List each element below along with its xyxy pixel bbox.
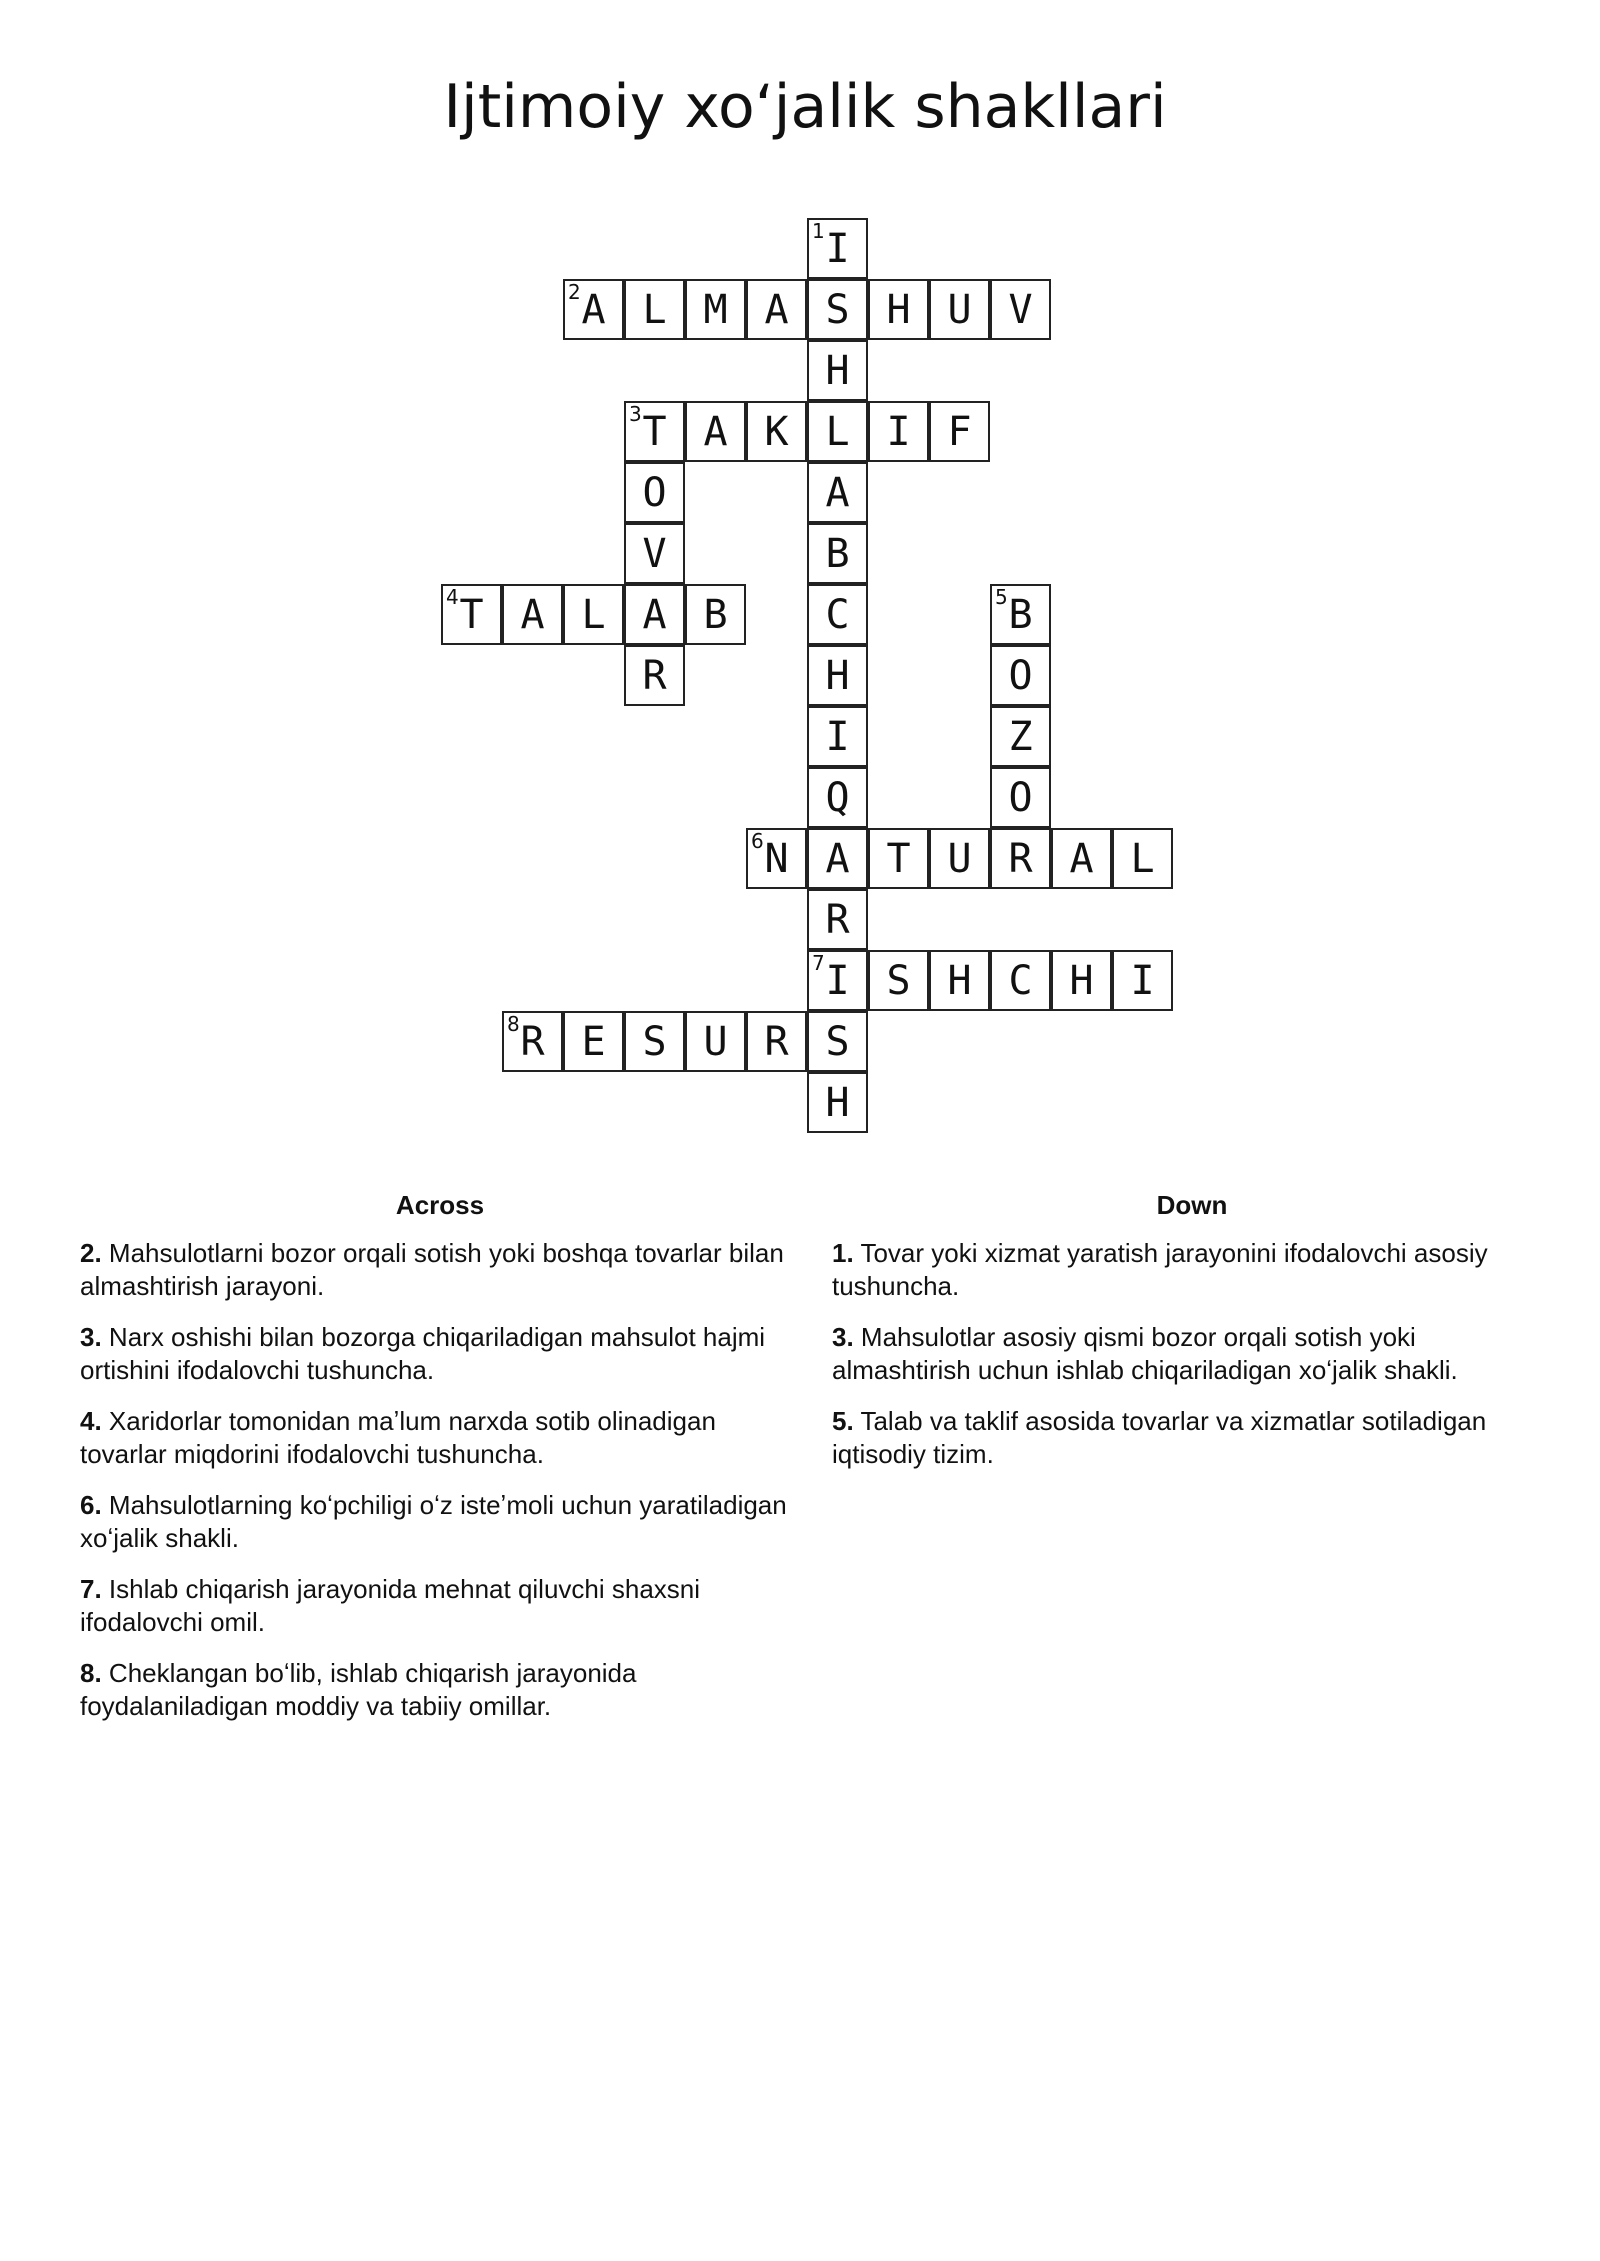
crossword-cell[interactable] — [624, 401, 685, 462]
crossword-cell[interactable] — [868, 828, 929, 889]
crossword-cell[interactable] — [624, 523, 685, 584]
clue-text: Mahsulotlarni bozor orqali sotish yoki boshqa tovarlar bilan almashtirish jarayoni. — [80, 1238, 784, 1301]
crossword-cell[interactable] — [807, 706, 868, 767]
crossword-cell[interactable] — [624, 584, 685, 645]
crossword-cell[interactable] — [1051, 950, 1112, 1011]
cell-letter: H — [825, 347, 850, 394]
down-clues — [832, 1190, 1552, 1489]
crossword-cell[interactable] — [624, 279, 685, 340]
clue-text: Narx oshishi bilan bozorga chiqariladigan mahsulot hajmi ortishini ifodalovchi tushuncha. — [80, 1322, 766, 1385]
crossword-cell[interactable] — [807, 1011, 868, 1072]
crossword-cell[interactable] — [746, 401, 807, 462]
clue-number: 1 — [812, 219, 825, 243]
cell-letter: C — [825, 591, 850, 638]
page-title: Ijtimoiy xoʻjalik shakllari — [443, 72, 1167, 142]
clue-num: 3. — [832, 1322, 854, 1352]
crossword-cell[interactable] — [746, 1011, 807, 1072]
crossword-cell[interactable] — [990, 767, 1051, 828]
crossword-cell[interactable] — [807, 889, 868, 950]
cell-letter: T — [886, 835, 911, 882]
clue-num: 8. — [80, 1658, 102, 1688]
cell-letter: B — [703, 591, 728, 638]
crossword-cell[interactable] — [807, 1072, 868, 1133]
crossword-cell[interactable] — [685, 584, 746, 645]
clue-number: 2 — [568, 280, 581, 304]
crossword-cell[interactable] — [1112, 828, 1173, 889]
crossword-cell[interactable] — [807, 340, 868, 401]
cell-letter: R — [642, 652, 667, 699]
across-heading: Across — [395, 1190, 485, 1220]
cell-letter: V — [642, 530, 667, 577]
cell-letter: S — [825, 1018, 850, 1065]
clue-num: 7. — [80, 1574, 102, 1604]
cell-letter: A — [703, 408, 728, 455]
crossword-cell[interactable] — [807, 584, 868, 645]
cell-letter: I — [886, 408, 911, 455]
crossword-cell[interactable] — [929, 950, 990, 1011]
crossword-cell[interactable] — [807, 279, 868, 340]
cell-letter: H — [947, 957, 972, 1004]
clue-text: Talab va taklif asosida tovarlar va xizmatlar sotiladigan iqtisodiy tizim. — [832, 1406, 1487, 1469]
clue-num: 2. — [80, 1238, 102, 1268]
crossword-cell[interactable] — [685, 1011, 746, 1072]
cell-letter: A — [825, 469, 850, 516]
cell-letter: B — [1008, 591, 1033, 638]
cell-letter: U — [947, 835, 972, 882]
cell-letter: I — [825, 713, 850, 760]
cell-letter: H — [886, 286, 911, 333]
crossword-cell[interactable] — [685, 279, 746, 340]
cell-letter: R — [1008, 835, 1033, 882]
clue-text: Mahsulotlarning koʻpchiligi oʻz isteʼmoli uchun yaratiladigan xoʻjalik shakli. — [80, 1490, 787, 1553]
crossword-grid — [441, 218, 1176, 1133]
clue-number: 7 — [812, 951, 825, 975]
cell-letter: A — [1069, 835, 1094, 882]
crossword-cell[interactable] — [1112, 950, 1173, 1011]
crossword-cell[interactable] — [624, 1011, 685, 1072]
cell-letter: T — [459, 591, 484, 638]
crossword-cell[interactable] — [807, 828, 868, 889]
cell-letter: R — [520, 1018, 545, 1065]
crossword-cell[interactable] — [563, 1011, 624, 1072]
across-clue — [80, 1405, 800, 1471]
cell-letter: L — [642, 286, 667, 333]
across-clue — [80, 1237, 800, 1303]
cell-letter: A — [520, 591, 545, 638]
down-clue — [832, 1405, 1552, 1471]
clue-number: 3 — [629, 402, 642, 426]
cell-letter: V — [1008, 286, 1033, 333]
crossword-cell[interactable] — [990, 828, 1051, 889]
crossword-cell[interactable] — [807, 645, 868, 706]
crossword-cell[interactable] — [990, 645, 1051, 706]
cell-letter: Z — [1008, 713, 1033, 760]
cell-letter: H — [825, 652, 850, 699]
crossword-cell[interactable] — [990, 950, 1051, 1011]
cell-letter: B — [825, 530, 850, 577]
down-clue-list — [832, 1237, 1552, 1471]
crossword-cell[interactable] — [807, 950, 868, 1011]
crossword-cell[interactable] — [624, 645, 685, 706]
crossword-cell[interactable] — [807, 523, 868, 584]
crossword-cell[interactable] — [990, 706, 1051, 767]
crossword-cell[interactable] — [929, 401, 990, 462]
crossword-cell[interactable] — [563, 279, 624, 340]
crossword-cell[interactable] — [807, 401, 868, 462]
cell-letter: U — [947, 286, 972, 333]
crossword-cell[interactable] — [502, 584, 563, 645]
clue-text: Cheklangan boʻlib, ishlab chiqarish jarayonida foydalaniladigan moddiy va tabiiy omillar. — [80, 1658, 637, 1721]
clue-num: 1. — [832, 1238, 854, 1268]
crossword-cell[interactable] — [929, 279, 990, 340]
clue-number: 8 — [507, 1012, 520, 1036]
cell-letter: U — [703, 1018, 728, 1065]
down-clue — [832, 1237, 1552, 1303]
crossword-cell[interactable] — [807, 218, 868, 279]
cell-letter: M — [703, 286, 728, 333]
across-clue — [80, 1321, 800, 1387]
cell-letter: A — [581, 286, 606, 333]
cell-letter: S — [642, 1018, 667, 1065]
cell-letter: N — [764, 835, 789, 882]
crossword-cell[interactable] — [868, 401, 929, 462]
clue-num: 4. — [80, 1406, 102, 1436]
cell-letter: F — [947, 408, 972, 455]
cell-letter: A — [642, 591, 667, 638]
cell-letter: K — [764, 408, 789, 455]
cell-letter: L — [825, 408, 850, 455]
cell-letter: R — [825, 896, 850, 943]
clue-text: Mahsulotlar asosiy qismi bozor orqali sotish yoki almashtirish uchun ishlab chiqariladigan xoʻjalik shakli. — [832, 1322, 1458, 1385]
down-clue — [832, 1321, 1552, 1387]
cell-letter: I — [825, 225, 850, 272]
cell-letter: O — [642, 469, 667, 516]
crossword-cell[interactable] — [1051, 828, 1112, 889]
clue-num: 5. — [832, 1406, 854, 1436]
cell-letter: C — [1008, 957, 1033, 1004]
cell-letter: O — [1008, 774, 1033, 821]
cell-letter: H — [1069, 957, 1094, 1004]
cell-letter: R — [764, 1018, 789, 1065]
clue-text: Ishlab chiqarish jarayonida mehnat qiluvchi shaxsni ifodalovchi omil. — [80, 1574, 701, 1637]
cell-letter: A — [825, 835, 850, 882]
crossword-cell[interactable] — [990, 279, 1051, 340]
clue-text: Xaridorlar tomonidan maʼlum narxda sotib olinadigan tovarlar miqdorini ifodalovchi tushuncha. — [80, 1406, 716, 1469]
crossword-cell[interactable] — [868, 950, 929, 1011]
crossword-cell[interactable] — [563, 584, 624, 645]
down-heading: Down — [1156, 1190, 1228, 1220]
clue-num: 3. — [80, 1322, 102, 1352]
across-clue — [80, 1573, 800, 1639]
cell-letter: T — [642, 408, 667, 455]
cell-letter: Q — [825, 774, 850, 821]
clue-number: 6 — [751, 829, 764, 853]
crossword-cell[interactable] — [990, 584, 1051, 645]
across-clue — [80, 1489, 800, 1555]
cell-letter: E — [581, 1018, 606, 1065]
across-clues — [80, 1190, 800, 1741]
clue-number: 4 — [446, 585, 459, 609]
clue-text: Tovar yoki xizmat yaratish jarayonini ifodalovchi asosiy tushuncha. — [832, 1238, 1488, 1301]
cell-letter: H — [825, 1079, 850, 1126]
clue-num: 6. — [80, 1490, 102, 1520]
across-clue-list — [80, 1237, 800, 1723]
cell-letter: S — [825, 286, 850, 333]
crossword-cell[interactable] — [441, 584, 502, 645]
crossword-cell[interactable] — [868, 279, 929, 340]
crossword-cell[interactable] — [746, 279, 807, 340]
crossword-cell[interactable] — [807, 767, 868, 828]
crossword-cell[interactable] — [746, 828, 807, 889]
cell-letter: A — [764, 286, 789, 333]
cell-letter: I — [825, 957, 850, 1004]
clue-number: 5 — [995, 585, 1008, 609]
cell-letter: I — [1130, 957, 1155, 1004]
cell-letter: L — [1130, 835, 1155, 882]
crossword-cell[interactable] — [502, 1011, 563, 1072]
cell-letter: S — [886, 957, 911, 1004]
cell-letter: O — [1008, 652, 1033, 699]
crossword-cell[interactable] — [807, 462, 868, 523]
across-clue — [80, 1657, 800, 1723]
crossword-cell[interactable] — [624, 462, 685, 523]
crossword-cell[interactable] — [929, 828, 990, 889]
crossword-cell[interactable] — [685, 401, 746, 462]
cell-letter: L — [581, 591, 606, 638]
